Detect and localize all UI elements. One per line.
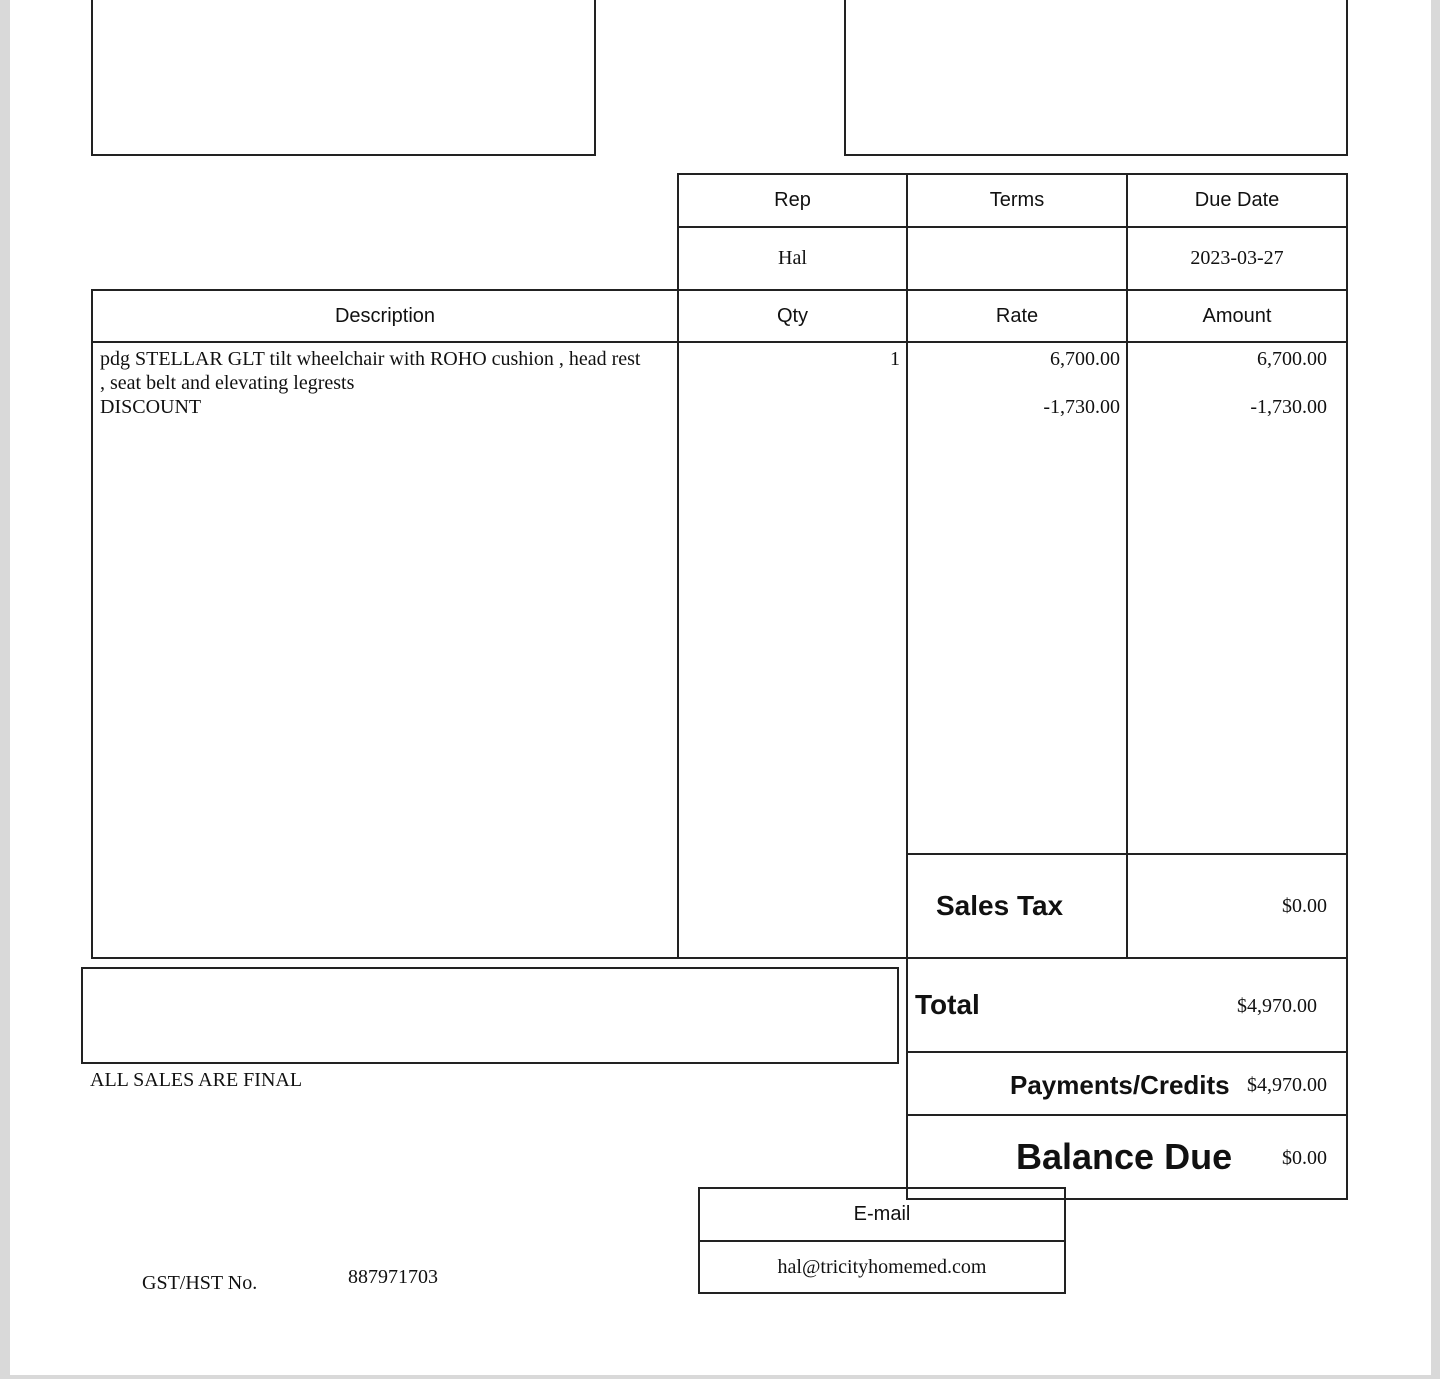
item-amount: 6,700.00 [1257,348,1327,370]
item-amount: -1,730.00 [1250,396,1327,418]
item-description-line: , seat belt and elevating legrests [100,372,355,394]
item-description-line: DISCOUNT [100,396,202,418]
item-rate: 6,700.00 [1050,348,1120,370]
terms-header: Terms [989,189,1045,211]
rep-value: Hal [778,247,807,269]
sales-final-notice: ALL SALES ARE FINAL [90,1069,303,1091]
item-description-line: pdg STELLAR GLT tilt wheelchair with ROHO cushion , head rest [100,348,641,370]
item-qty: 1 [890,348,900,370]
item-rate: -1,730.00 [1043,396,1120,418]
ship-to-box [844,0,1348,156]
due-date-header: Due Date [1194,189,1280,211]
description-header: Description [334,305,436,327]
total-label: Total [915,989,980,1020]
balance-due-label: Balance Due [1016,1136,1233,1177]
due-date-value: 2023-03-27 [1190,247,1284,269]
payments-value: $4,970.00 [1247,1074,1327,1096]
total-value: $4,970.00 [1237,995,1317,1017]
gst-label: GST/HST No. [142,1272,258,1294]
gst-number: 887971703 [348,1266,438,1288]
payments-label: Payments/Credits [1010,1070,1230,1100]
amount-header: Amount [1202,305,1272,327]
rate-header: Rate [995,305,1039,327]
qty-header: Qty [776,305,809,327]
sales-tax-value: $0.00 [1282,895,1327,917]
rep-header: Rep [774,189,811,211]
balance-due-value: $0.00 [1282,1147,1327,1169]
email-value: hal@tricityhomemed.com [777,1256,987,1278]
bill-to-box [91,0,596,156]
email-label: E-mail [853,1203,911,1225]
memo-box [81,967,899,1064]
sales-tax-label: Sales Tax [936,890,1064,921]
